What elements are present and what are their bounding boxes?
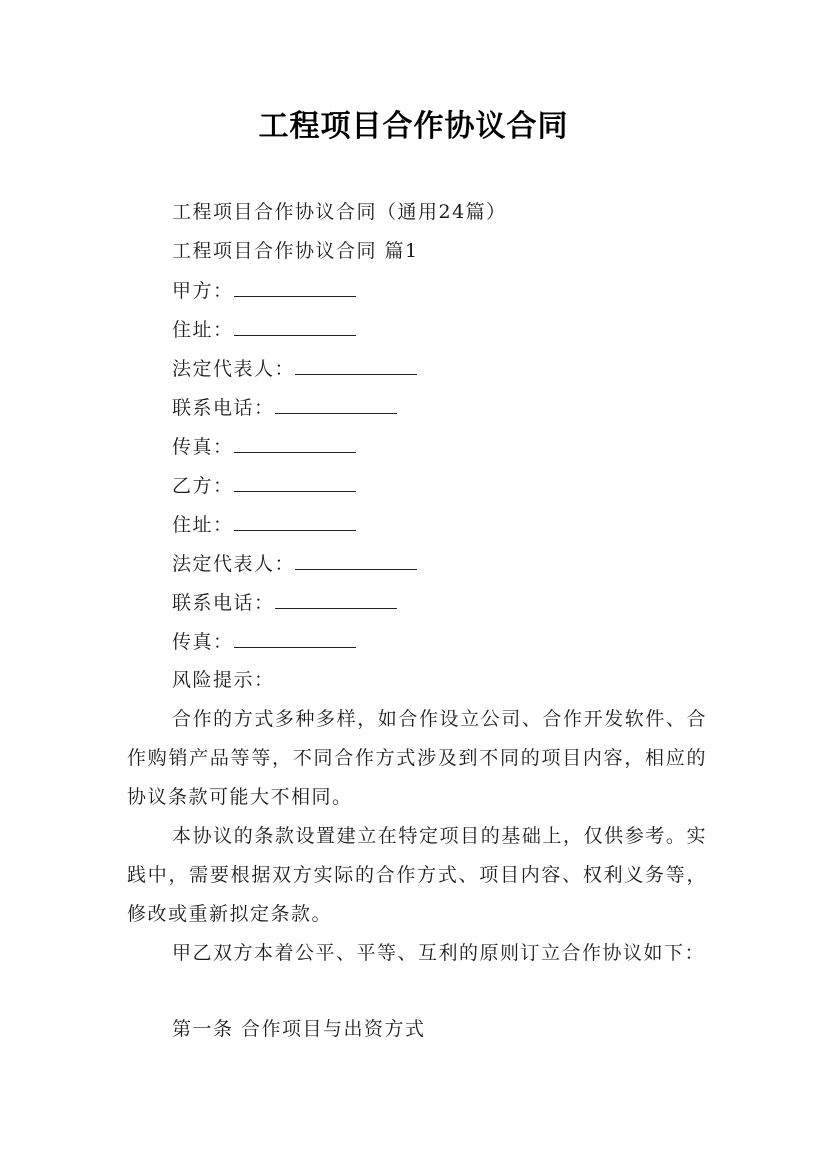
article-1-heading: 第一条 合作项目与出资方式 — [172, 1018, 426, 1040]
party-a-fax-label: 传真： — [172, 436, 234, 458]
document-title: 工程项目合作协议合同 — [258, 109, 569, 144]
party-a-legal-rep-label: 法定代表人： — [172, 358, 296, 380]
party-b-legal-rep-blank — [295, 551, 417, 570]
party-a-fax-blank — [234, 434, 356, 453]
party-b-address-field — [172, 512, 356, 537]
party-b-phone-field — [172, 590, 397, 615]
party-b-fax-field — [172, 629, 356, 654]
party-b-field — [172, 473, 356, 498]
party-b-phone-label: 联系电话： — [172, 592, 275, 614]
section-heading: 工程项目合作协议合同 篇1 — [172, 240, 419, 262]
party-a-field — [172, 278, 356, 303]
party-b-address-blank — [234, 512, 356, 531]
party-a-address-blank — [234, 317, 356, 336]
party-a-legal-rep-blank — [295, 356, 417, 375]
party-b-blank — [234, 473, 356, 492]
party-a-phone-label: 联系电话： — [172, 397, 275, 419]
party-b-fax-label: 传真： — [172, 631, 234, 653]
party-a-legal-rep-field — [172, 356, 417, 381]
risk-label: 风险提示： — [172, 669, 275, 691]
party-b-phone-blank — [275, 590, 397, 609]
party-b-label: 乙方： — [172, 475, 234, 497]
document-subtitle: 工程项目合作协议合同（通用24篇） — [172, 201, 507, 223]
party-a-blank — [234, 278, 356, 297]
paragraph-agreement-intro: 甲乙双方本着公平、平等、互利的原则订立合作协议如下： — [172, 942, 706, 964]
party-b-fax-blank — [234, 629, 356, 648]
party-a-phone-blank — [275, 395, 397, 414]
party-b-legal-rep-label: 法定代表人： — [172, 553, 296, 575]
party-a-label: 甲方： — [172, 280, 234, 302]
paragraph-reference-note: 本协议的条款设置建立在特定项目的基础上，仅供参考。实践中，需要根据双方实际的合作方式、项目内容、权利义务等，修改或重新拟定条款。 — [127, 825, 707, 925]
party-a-address-field — [172, 317, 356, 342]
party-b-legal-rep-field — [172, 551, 417, 576]
party-a-address-label: 住址： — [172, 319, 234, 341]
paragraph-cooperation-methods: 合作的方式多种多样，如合作设立公司、合作开发软件、合作购销产品等等，不同合作方式涉及到不同的项目内容，相应的协议条款可能大不相同。 — [127, 708, 707, 808]
party-b-address-label: 住址： — [172, 514, 234, 536]
party-a-fax-field — [172, 434, 356, 459]
party-a-phone-field — [172, 395, 397, 420]
